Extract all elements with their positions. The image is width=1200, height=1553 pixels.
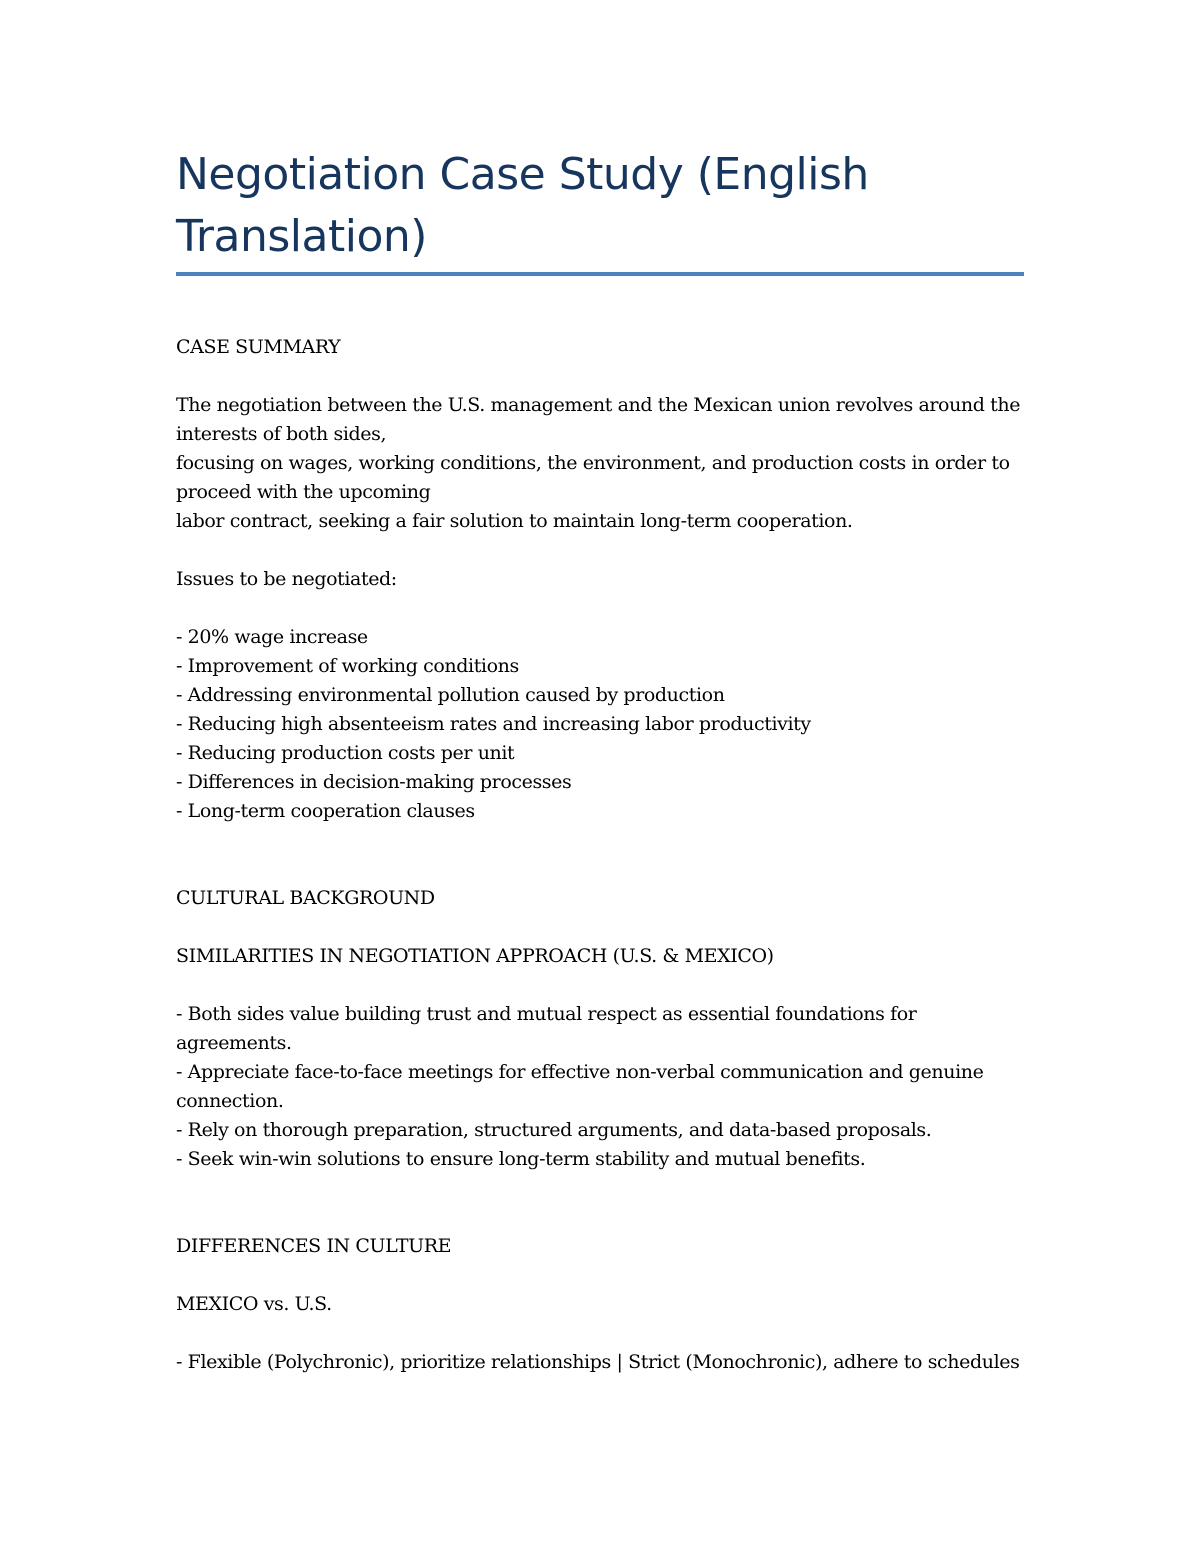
list-item: - Addressing environmental pollution caused by production (176, 684, 725, 706)
list-item: - Appreciate face-to-face meetings for effective non-verbal communication and genuine connection. (176, 1061, 984, 1112)
list-item: - Flexible (Polychronic), prioritize relationships | Strict (Monochronic), adhere to schedules (176, 1351, 1020, 1373)
list-item: - Reducing high absenteeism rates and increasing labor productivity (176, 713, 811, 735)
comparison-heading: MEXICO vs. U.S. (176, 1293, 332, 1315)
list-item: - Seek win-win solutions to ensure long-term stability and mutual benefits. (176, 1148, 866, 1170)
list-item: - 20% wage increase (176, 626, 368, 648)
list-item: - Rely on thorough preparation, structured arguments, and data-based proposals. (176, 1119, 932, 1141)
issues-list (176, 623, 1024, 826)
list-item: - Both sides value building trust and mutual respect as essential foundations for agreements. (176, 1003, 917, 1054)
document-body (176, 333, 1024, 1377)
list-item: - Improvement of working conditions (176, 655, 519, 677)
similarities-heading: SIMILARITIES IN NEGOTIATION APPROACH (U.S. & MEXICO) (176, 945, 774, 967)
differences-heading: DIFFERENCES IN CULTURE (176, 1235, 452, 1257)
document-title: Negotiation Case Study (English Translation) (176, 149, 869, 262)
summary-line-3: labor contract, seeking a fair solution to maintain long-term cooperation. (176, 510, 853, 532)
list-item: - Differences in decision-making processes (176, 771, 572, 793)
summary-line-2: focusing on wages, working conditions, the environment, and production costs in order to proceed with the upcoming (176, 452, 1010, 503)
list-item: - Long-term cooperation clauses (176, 800, 475, 822)
list-item: - Reducing production costs per unit (176, 742, 515, 764)
case-summary-heading: CASE SUMMARY (176, 336, 341, 358)
summary-line-1: The negotiation between the U.S. management and the Mexican union revolves around the interests of both sides, (176, 394, 1021, 445)
title-underline-rule (176, 272, 1024, 276)
differences-list (176, 1348, 1024, 1377)
similarities-list (176, 1000, 1024, 1174)
issues-heading: Issues to be negotiated: (176, 568, 397, 590)
cultural-background-heading: CULTURAL BACKGROUND (176, 887, 435, 909)
